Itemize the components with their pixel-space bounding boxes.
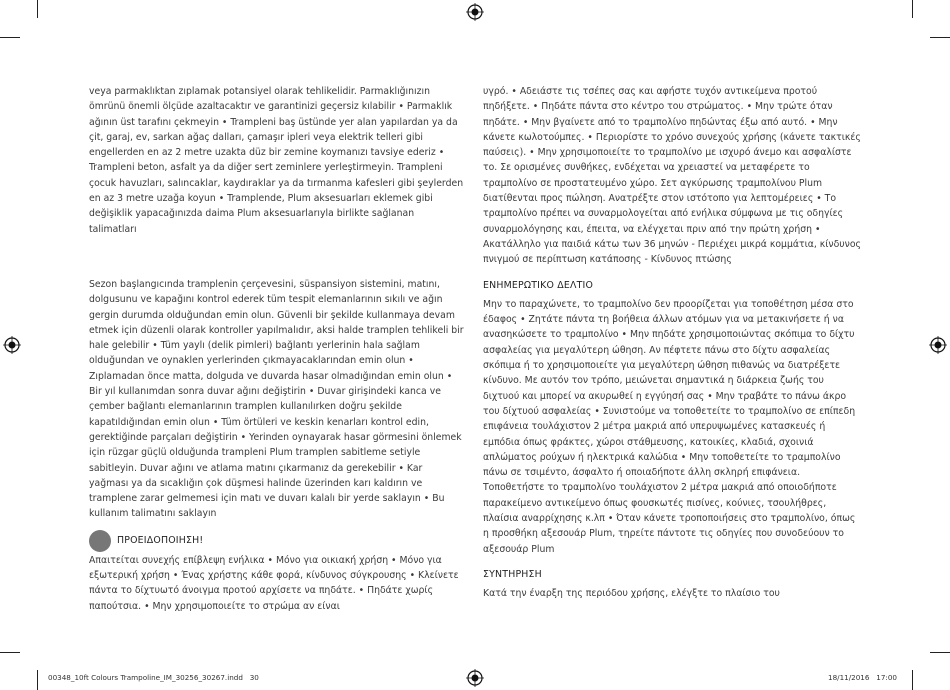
left-column: [89, 84, 464, 614]
registration-mark-icon: [466, 669, 484, 687]
paragraph: veya parmaklıktan zıplamak potansiyel olarak tehlikelidir. Parmaklığınızın ömrünü önemli ölçüde azaltacaktır ve garantinizi geçersiz kılabilir • Parmaklık ağının üst tarafını çekmeyin • Trampleni baş üstünde yer alan yapılardan ya da çit, garaj, ev, sarkan ağaç dalları, çamaşır ipleri veya elektrik telleri gibi engellerden en az 2 metre uzakta düz bir zemine koymanızı tavsiye ederiz • Trampleni beton, asfalt ya da diğer sert zeminlere yerleştirmeyin. Trampleni çocuk havuzları, salıncaklar, kaydıraklar ya da tırmanma kafesleri gibi şeylerden en az 3 metre uzağa koyun • Tramplende, Plum aksesuarları eklemek gibi değişiklik yapacağınızda daima Plum aksesuarlarıyla birlikte sağlanan talimatları: [89, 86, 464, 235]
paragraph: Μην το παραχώνετε, το τραμπολίνο δεν προορίζεται για τοποθέτηση μέσα στο έδαφος • Ζητάτε πάντα τη βοήθεια άλλων ατόμων για να μετακινήσετε ή να ανασηκώσετε το τραμπολίνο • Μην πηδάτε χρησιμοποιώντας σκόπιμα το δίχτυ ασφαλείας για μεγαλύτερη ώθηση. Αν πέφτετε πάνω στο δίχτυ ασφαλείας σκόπιμα ή το χρησιμοποιείτε για μεγαλύτερη ώθηση πιθανώς να διατρέξετε κίνδυνο. Με αυτόν τον τρόπο, μειώνεται σημαντικά η διάρκεια ζωής του διχτυού και μπορεί να ακυρωθεί η εγγύησή σας • Μην τραβάτε το πάνω άκρο του δίχτυού ασφαλείας • Συνιστούμε να τοποθετείτε το τραμπολίνο σε επίπεδη επιφάνεια τουλάχιστον 2 μέτρα μακριά από υπερυψωμένες κατασκευές ή εμπόδια όπως φράκτες, χώροι στάθμευσης, κατοικίες, κλαδιά, σχοινιά απλώματος ρούχων ή ηλεκτρικά καλώδια • Μην τοποθετείτε το τραμπολίνο πάνω σε τσιμέντο, άσφαλτο ή οποιαδήποτε άλλη σκληρή επιφάνεια. Τοποθετήστε το τραμπολίνο τουλάχιστον 2 μέτρα μακριά από οποιοδήποτε παρακείμενο αντικείμενο όπως φουσκωτές πισίνες, κούνιες, τσουλήθρες, πλαίσια αναρρίχησης κ.λπ • Όταν κάνετε τροποποιήσεις στο τραμπολίνο, όπως η προσθήκη αξεσουάρ Plum, τηρείτε πάντοτε τις οδηγίες που συνοδεύουν το αξεσουάρ Plum: [483, 298, 856, 555]
right-column: [483, 84, 861, 602]
registration-mark-icon: [929, 336, 947, 354]
registration-mark-icon: [3, 336, 21, 354]
warning-heading: ΠΡΟΕΙΔΟΠΟΙΗΣΗ!: [117, 535, 204, 547]
section-heading: ΣΥΝΤΗΡΗΣΗ: [483, 568, 542, 580]
crop-mark: [912, 0, 913, 18]
paragraph: Απαιτείται συνεχής επίβλεψη ενήλικα • Μόνο για οικιακή χρήση • Μόνο για εξωτερική χρήση • Ένας χρήστης κάθε φορά, κίνδυνος σύγκρουσης • Κλείνετε πάντα το δίχτυωτό άνοιγμα προτού αρχίσετε να πηδάτε. • Πηδάτε χωρίς παπούτσια. • Μην χρησιμοποιείτε το στρώμα αν είναι: [89, 554, 459, 612]
paragraph: υγρό. • Αδειάστε τις τσέπες σας και αφήστε τυχόν αντικείμενα προτού πηδήξετε. • Πηδάτε πάντα στο κέντρο του στρώματος. • Μην τρώτε όταν πηδάτε. • Μην βγαίνετε από το τραμπολίνο πηδώντας έξω από αυτό. • Μην κάνετε κωλοτούμπες. • Περιορίστε το χρόνο συνεχούς χρήσης (κάνετε τακτικές παύσεις). • Μην χρησιμοποιείτε το τραμπολίνο με ισχυρό άνεμο και ασφαλίστε το. Σε ορισμένες συνθήκες, ενδέχεται να χρειαστεί να μεταφέρετε το τραμπολίνο σε προστατευμένο χώρο. Σετ αγκύρωσης τραμπολίνου Plum διατίθενται προς πώληση. Ανατρέξτε στον ιστότοπο για λεπτομέρειες • Το τραμπολίνο πρέπει να συναρμολογείται από ενήλικα σύμφωνα με τις οδηγίες συναρμολόγησης και, έπειτα, να ελέγχεται πριν από την πρώτη χρήση • Ακατάλληλο για παιδιά κάτω των 36 μηνών - Περιέχει μικρά κομμάτια, κίνδυνος πνιγμού σε περίπτωση κατάποσης - Κίνδυνος πτώσης: [483, 86, 861, 266]
registration-mark-icon: [466, 3, 484, 21]
warning-header: [89, 530, 464, 552]
crop-mark: [37, 670, 38, 690]
footer-file-name: 00348_10ft Colours Trampoline_IM_30256_30267.indd 30: [48, 673, 259, 682]
crop-mark: [37, 0, 38, 18]
section-heading: ΕΝΗΜΕΡΩΤΙΚΟ ΔΕΛΤΙΟ: [483, 279, 594, 291]
crop-mark: [912, 670, 913, 690]
crop-mark: [930, 37, 950, 38]
crop-mark: [0, 37, 20, 38]
paragraph: Κατά την έναρξη της περιόδου χρήσης, ελέγξτε το πλαίσιο του: [483, 588, 780, 600]
footer-date-time: 18/11/2016 17:00: [828, 673, 897, 682]
crop-mark: [930, 652, 950, 653]
paragraph: Sezon başlangıcında tramplenin çerçevesini, süspansiyon sistemini, matını, dolgusunu ve kapağını kontrol ederek tüm tespit elemanlarının sıkılı ve ağın gergin durumda olduğundan emin olun. Güvenli bir şekilde kullanmaya devam etmek için düzenli olarak kontroller yapılmalıdır, aksi halde tramplen tehlikeli bir hale gelebilir • Tüm yaylı (delik pimleri) bağlantı yerlerinin hala sağlam olduğundan ve oynaklen yerlerinden çıkmayacaklarından emin olun • Zıplamadan önce matta, dolguda ve duvarda hasar olmadığından emin olun • Bir yıl kullanımdan sonra duvar ağını değiştirin • Duvar girişindeki kanca ve çember bağlantı elemanlarının tramplen kullanılırken doğru şekilde kapatıldığından emin olun • Tüm örtüleri ve keskin kenarları kontrol edin, gerektiğinde parçaları değiştirin • Yerinden oynayarak hasar görmesini önlemek için rüzgar güçlü olduğunda trampleni Plum tramplen sabitleme setiyle sabitleyin. Duvar ağını ve atlama matını çıkarmanız da gerekebilir • Kar yağması ya da sıcaklığın çok düşmesi halinde üzerinden karı kaldırın ve tramplene zarar gelmemesi için matı ve duvarı kalalı bir yerde saklayın • Bu kullanım talimatını saklayın: [89, 278, 464, 520]
warning-icon: [89, 530, 111, 552]
crop-mark: [0, 652, 20, 653]
